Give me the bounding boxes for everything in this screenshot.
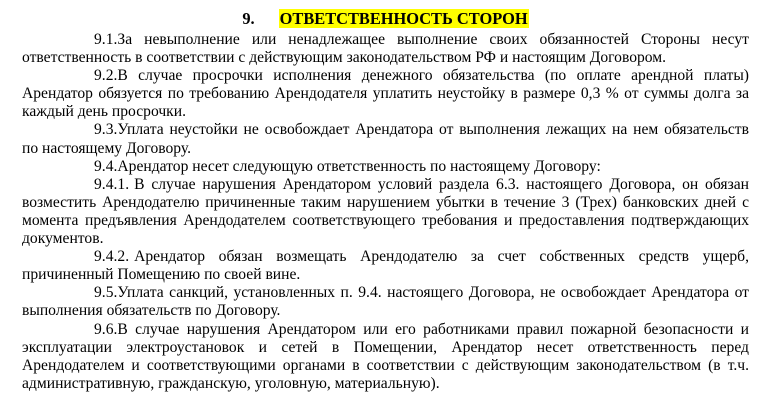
paragraph-number: 9.4.1. [94,175,130,193]
paragraph-text: Уплата санкций, установленных п. 9.4. настоящего Договора, не освобождает Арендатора от выполнения обязательств по Договору. [22,284,749,320]
paragraph-9-3 [22,121,749,157]
paragraph-text: Уплата неустойки не освобождает Арендатора от выполнения лежащих на нем обязательств по настоящему Договору. [22,121,749,157]
paragraph-text: За невыполнение или ненадлежащее выполнение своих обязанностей Стороны несут ответственность в соответствии с действующим законодательством РФ и настоящим Договором. [22,31,749,67]
section-title: ОТВЕТСТВЕННОСТЬ СТОРОН [279,9,528,28]
section-heading [22,8,749,30]
paragraph-text: В случае просрочки исполнения денежного обязательства (по оплате арендной платы) Арендатор обязуется по требованию Арендодателя уплатить неустойку в размере 0,3 % от суммы долга за каждый день просрочки. [22,67,749,121]
document-page [22,8,749,393]
paragraph-number: 9.4.2. [94,248,130,266]
paragraph-number: 9.3. [94,121,118,139]
paragraph-number: 9.4. [94,157,118,175]
paragraph-number: 9.2. [94,67,118,85]
paragraph-9-1 [22,31,749,67]
paragraph-number: 9.1. [94,31,118,48]
paragraph-text: Арендатор несет следующую ответственность по настоящему Договору: [117,157,601,175]
paragraph-text: В случае нарушения Арендатором условий раздела 6.3. настоящего Договора, он обязан возместить Арендодателю причиненные таким нарушением убытки в течение 3 (Трех) банковских дней с момента предъявления Арендодателем соответствующего требования и предоставления подтверждающих документов. [22,175,749,248]
section-number: 9. [242,9,255,28]
paragraph-9-6 [22,321,749,393]
paragraph-text: Арендатор обязан возмещать Арендодателю за счет собственных средств ущерб, причиненный Помещению по своей вине. [22,248,749,284]
paragraph-text: В случае нарушения Арендатором или его работниками правил пожарной безопасности и эксплуатации электроустановок и сетей в Помещении, Арендатор несет ответственность перед Арендодателем и соответствующими органами в соответствии с действующим законодательством (в т.ч. административную, гражданскую, уголовную, материальную). [22,320,749,392]
paragraph-9-4-2 [22,248,749,284]
paragraph-9-4 [22,158,749,176]
paragraph-9-5 [22,284,749,320]
paragraph-9-4-1 [22,176,749,248]
paragraph-number: 9.6. [94,320,118,338]
paragraph-number: 9.5. [94,284,118,302]
paragraph-9-2 [22,67,749,121]
